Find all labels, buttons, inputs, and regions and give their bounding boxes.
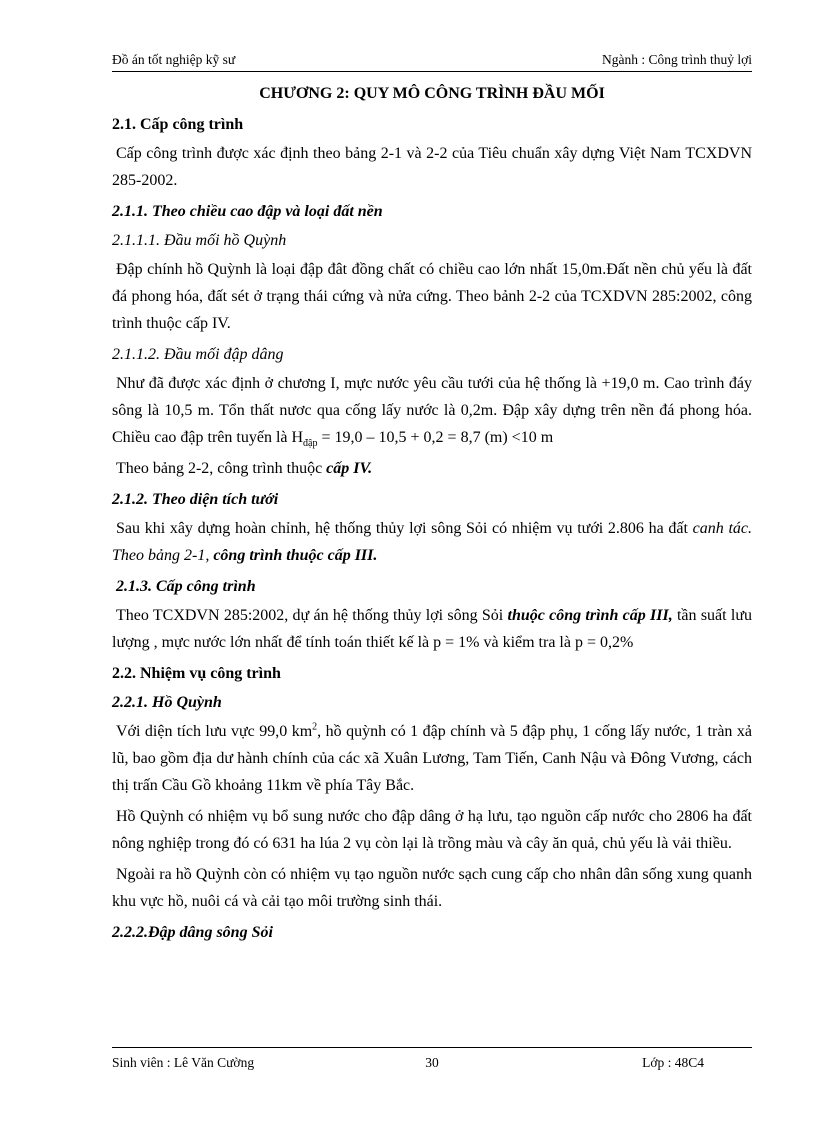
grade-text-b: thuộc công trình cấp III, xyxy=(507,607,673,624)
header-right: Ngành : Công trình thuỷ lợi xyxy=(601,52,752,67)
dam-height-text-a: Như đã được xác định ở chương I, mực nước yêu cầu tưới của hệ thống là +19,0 m. Cao trình đáy sông là 10,5 m. Tổn thất nươc qua cống lấy nước là 0,2m. Đập xây dựng trên nền đá phong hóa. Chiều cao đập trên tuyến là H xyxy=(112,375,752,446)
section-2-1-1-1-paragraph: Đập chính hồ Quỳnh là loại đập đât đồng chất có chiều cao lớn nhất 15,0m.Đất nền chủ yếu là đất đá phong hóa, đất sét ở trạng thái cứng và nửa cứng. Theo bảnh 2-2 của TCXDVN 285:2002, công trình thuộc cấp IV. xyxy=(112,261,752,332)
conclusion-grade: cấp IV. xyxy=(326,460,373,477)
section-2-1-1-1-heading: 2.1.1.1. Đầu mối hồ Quỳnh xyxy=(112,232,287,249)
section-2-2-2-heading: 2.2.2.Đập dâng sông Sỏi xyxy=(112,924,273,941)
section-2-2-heading: 2.2. Nhiệm vụ công trình xyxy=(112,665,281,682)
irrigation-text-b: canh tác. Theo bảng 2-1, xyxy=(112,520,752,564)
section-2-1-heading: 2.1. Cấp công trình xyxy=(112,116,244,133)
footer-class: Lớp : 48C4 xyxy=(642,1055,704,1070)
catchment-superscript: 2 xyxy=(312,721,318,733)
section-2-1-2-heading: 2.1.2. Theo diện tích tưới xyxy=(112,491,279,508)
section-2-2-1-heading: 2.2.1. Hồ Quỳnh xyxy=(112,694,222,711)
section-2-1-1-2-heading: 2.1.1.2. Đầu mối đập dâng xyxy=(112,346,284,363)
section-2-1-1-heading: 2.1.1. Theo chiều cao đập và loại đất nền xyxy=(112,203,383,220)
page-header xyxy=(112,51,752,72)
header-left: Đồ án tốt nghiệp kỹ sư xyxy=(112,52,236,67)
catchment-text-a: Với diện tích lưu vực 99,0 km xyxy=(116,723,313,740)
section-2-1-3-paragraph xyxy=(112,602,752,656)
grade-text-a: Theo TCXDVN 285:2002, dự án hệ thống thủy lợi sông Sỏi xyxy=(116,607,508,624)
page-number: 30 xyxy=(425,1055,439,1070)
section-2-2-1-paragraph-2: Hồ Quỳnh có nhiệm vụ bổ sung nước cho đập dâng ở hạ lưu, tạo nguồn cấp nước cho 2806 ha đất nông nghiệp trong đó có 631 ha lúa 2 vụ còn lại là trồng màu và cây ăn quả, chủ yếu là vải thiều. xyxy=(112,808,752,852)
section-2-1-1-2-paragraph xyxy=(112,370,752,451)
page-footer xyxy=(112,1047,752,1072)
dam-height-text-b: = 19,0 – 10,5 + 0,2 = 8,7 (m) <10 m xyxy=(317,429,554,446)
conclusion-text: Theo bảng 2-2, công trình thuộc xyxy=(116,460,327,477)
footer-student: Sinh viên : Lê Văn Cường xyxy=(112,1055,255,1070)
section-2-1-paragraph: Cấp công trình được xác định theo bảng 2-1 và 2-2 của Tiêu chuẩn xây dựng Việt Nam TCXDVN 285-2002. xyxy=(112,145,752,189)
chapter-title: CHƯƠNG 2: QUY MÔ CÔNG TRÌNH ĐẦU MỐI xyxy=(259,85,605,102)
section-2-1-1-2-conclusion xyxy=(112,455,752,482)
catchment-text-b: , hồ quỳnh có 1 đập chính và 5 đập phụ, 1 cống lấy nước, 1 tràn xả lũ, bao gồm địa dư hành chính của các xã Xuân Lương, Tam Tiến, Canh Nậu và Đông Vương, cách thị trấn Cầu Gồ khoảng 11km về phía Tây Bắc. xyxy=(112,723,752,794)
page-content xyxy=(112,80,752,948)
section-2-2-1-paragraph-3: Ngoài ra hồ Quỳnh còn có nhiệm vụ tạo nguồn nước sạch cung cấp cho nhân dân sống xung quanh khu vực hồ, nuôi cá và cải tạo môi trường sinh thái. xyxy=(112,866,752,910)
section-2-1-3-heading: 2.1.3. Cấp công trình xyxy=(116,578,256,595)
dam-height-subscript: đập xyxy=(303,438,318,450)
irrigation-text-a: Sau khi xây dựng hoàn chỉnh, hệ thống thủy lợi sông Sỏi có nhiệm vụ tưới 2.806 ha đất xyxy=(116,520,693,537)
grade-text-c: tần suất lưu lượng , mực nước lớn nhất để tính toán thiết kế là p = 1% và kiểm tra là p = 0,2% xyxy=(112,607,752,651)
section-2-1-2-paragraph xyxy=(112,515,752,569)
irrigation-grade: công trình thuộc cấp III. xyxy=(213,547,378,564)
section-2-2-1-paragraph-1 xyxy=(112,718,752,799)
